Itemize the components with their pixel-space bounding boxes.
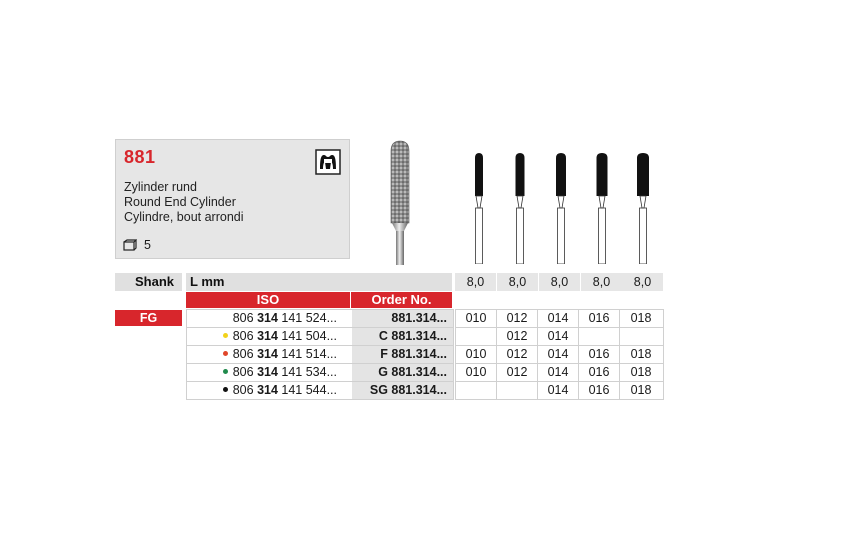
tooth-crown-icon — [315, 149, 341, 175]
table-row — [187, 364, 453, 382]
size-grid — [455, 309, 664, 400]
size-cell: 016 — [578, 346, 619, 363]
order-number: C 881.314... — [352, 328, 453, 345]
size-cell: 012 — [496, 346, 537, 363]
table-row — [187, 382, 453, 400]
size-cell: 016 — [578, 310, 619, 327]
size-row — [455, 328, 663, 346]
pack-count: 5 — [144, 238, 151, 252]
iso-code: 806 314 141 524... — [232, 311, 337, 325]
order-number: 881.314... — [352, 310, 453, 327]
size-cell: 014 — [537, 328, 578, 345]
bur-size-014-drawing — [551, 152, 571, 264]
size-row — [455, 364, 663, 382]
size-cell: 018 — [619, 310, 662, 327]
description-english: Round End Cylinder — [124, 195, 236, 209]
order-number-header: Order No. — [351, 292, 452, 308]
bur-size-018-drawing — [633, 152, 653, 264]
table-row — [187, 328, 453, 346]
order-number: F 881.314... — [352, 346, 453, 363]
table-row — [187, 310, 453, 328]
size-cell: 018 — [619, 382, 662, 399]
bur-size-012-drawing — [510, 152, 530, 264]
iso-header: ISO — [186, 292, 350, 308]
size-cell: 016 — [578, 382, 619, 399]
size-cell: 014 — [537, 310, 578, 327]
size-cell: 010 — [455, 310, 496, 327]
size-cell: 018 — [619, 346, 662, 363]
size-cell: 010 — [455, 346, 496, 363]
length-mm-header: L mm — [186, 273, 452, 291]
order-number: SG 881.314... — [352, 382, 453, 399]
grit-color-dot-icon — [223, 369, 228, 374]
size-row — [455, 346, 663, 364]
table-row — [187, 346, 453, 364]
size-cell: 014 — [537, 346, 578, 363]
grit-color-dot-icon — [223, 333, 228, 338]
size-row — [455, 310, 663, 328]
iso-order-table — [186, 309, 454, 400]
size-cell: 012 — [496, 328, 537, 345]
size-cell: 010 — [455, 364, 496, 381]
order-number: G 881.314... — [352, 364, 453, 381]
shank-header: Shank — [115, 273, 182, 291]
grit-color-dot-icon — [223, 387, 228, 392]
size-cell: 014 — [537, 382, 578, 399]
size-cell: 014 — [537, 364, 578, 381]
size-cell — [455, 328, 496, 345]
size-row — [455, 382, 663, 400]
size-cell: 016 — [578, 364, 619, 381]
size-cell: 012 — [496, 364, 537, 381]
length-cell: 8,0 — [455, 273, 496, 291]
iso-code: 806 314 141 544... — [187, 382, 351, 399]
bur-illustration — [380, 139, 420, 265]
size-cell — [496, 382, 537, 399]
size-cell — [578, 328, 619, 345]
size-cell — [619, 328, 662, 345]
package-box-icon — [123, 239, 137, 251]
bur-size-010-drawing — [469, 152, 489, 264]
size-cell: 012 — [496, 310, 537, 327]
length-cell: 8,0 — [497, 273, 538, 291]
length-cell: 8,0 — [581, 273, 622, 291]
iso-code: 806 314 141 514... — [187, 346, 351, 363]
iso-code: 806 314 141 534... — [187, 364, 351, 381]
grit-color-dot-icon — [223, 351, 228, 356]
length-cell: 8,0 — [622, 273, 663, 291]
model-number: 881 — [124, 147, 156, 167]
shank-type-badge: FG — [115, 310, 182, 326]
size-cell — [455, 382, 496, 399]
length-cell: 8,0 — [539, 273, 580, 291]
length-row — [455, 273, 663, 291]
product-info-box — [115, 139, 350, 259]
description-french: Cylindre, bout arrondi — [124, 210, 244, 224]
description-german: Zylinder rund — [124, 180, 197, 194]
size-cell: 018 — [619, 364, 662, 381]
iso-code: 806 314 141 504... — [187, 328, 351, 345]
bur-size-016-drawing — [592, 152, 612, 264]
